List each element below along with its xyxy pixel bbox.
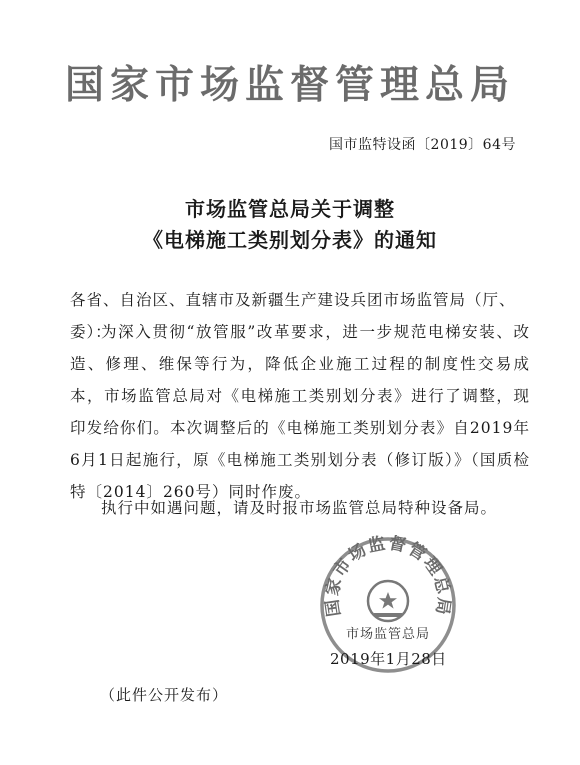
seal-arc-text: 国家市场监督管理总局 [322,535,454,618]
body-paragraph-1: 为深入贯彻“放管服”改革要求，进一步规范电梯安装、改造、修理、维保等行为，降低企业施工过程的制度性交易成本，市场监管总局对《电梯施工类别划分表》进行了调整，现印发给你们。本次调整后的《电梯施工类别划分表》自2019年6月1日起施行，原《电梯施工类别划分表（修订版）》（国质检特〔2014〕260号）同时作废。 [70,323,530,501]
notice-title-line-1: 市场监管总局关于调整 [185,197,395,221]
publication-note: （此件公开发布） [100,686,229,704]
issue-date: 2019年1月28日 [330,650,447,668]
header-divider [0,158,580,159]
issuer-name: 市场监管总局 [345,627,430,642]
svg-text:国家市场监督管理总局 [322,535,455,618]
body-paragraph-2: 执行中如遇问题，请及时报市场监管总局特种设备局。 [101,499,498,517]
notice-title-line-2: 《电梯施工类别划分表》的通知 [143,228,437,252]
document-number: 国市监特设函〔2019〕64号 [329,137,516,153]
issuing-authority-header: 国家市场监督管理总局 [64,62,515,108]
addressee: 各省、自治区、直辖市及新疆生产建设兵团市场监管局（厅、委）： [70,291,516,341]
